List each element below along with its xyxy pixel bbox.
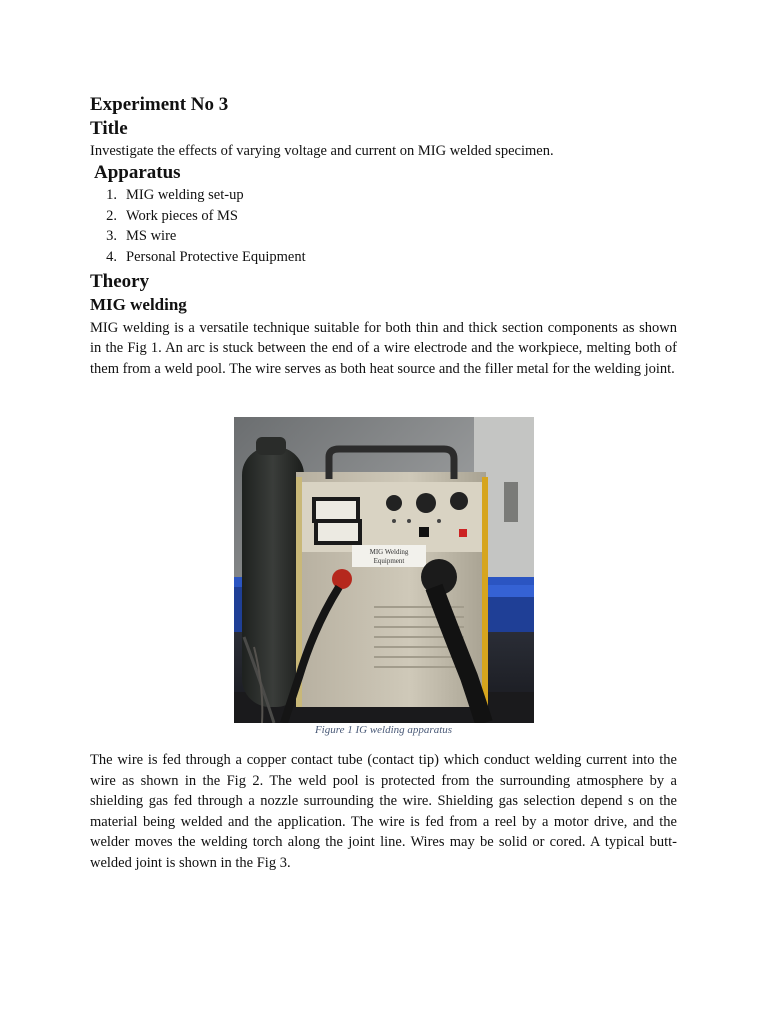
title-heading: Title: [90, 118, 128, 139]
list-label: Personal Protective Equipment: [126, 249, 306, 266]
contact-tube-paragraph: [90, 750, 677, 874]
experiment-heading: Experiment No 3: [90, 94, 229, 115]
list-label: Work pieces of MS: [126, 207, 238, 224]
list-label: MS wire: [126, 228, 177, 245]
list-item: [90, 247, 677, 268]
list-item: [90, 185, 677, 206]
apparatus-heading: Apparatus: [94, 162, 181, 183]
document-body: [90, 93, 677, 380]
list-number: 3.: [106, 228, 117, 245]
figure-caption: Figure 1 IG welding apparatus: [314, 724, 453, 736]
apparatus-list: [90, 185, 677, 268]
welding-apparatus-photo: [234, 417, 534, 723]
list-label: MIG welding set-up: [126, 187, 244, 203]
paragraph-text: The wire is fed through a copper contact tube (contact tip) which conduct welding current into the wire as shown in the Fig 2. The weld pool is protected from the surrounding atmosphere by a shielding gas fed through a nozzle surrounding the wire. Shielding gas selection depend s on the material being welded and the application. The wire is fed from a reel by a motor drive, and the welder moves the welding torch along the joint line. Wires may be solid or cored. A typical butt-welded joint is shown in the Fig 3.: [90, 752, 677, 871]
svg-text:MIG Welding: MIG Welding: [369, 548, 409, 556]
mig-welding-heading: MIG welding: [90, 294, 187, 314]
theory-paragraph: MIG welding is a versatile technique suitable for both thin and thick section components as shown in the Fig 1. An arc is stuck between the end of a wire electrode and the workpiece, melting both of them from a weld pool. The wire serves as both heat source and the filler metal for the welding joint.: [90, 319, 677, 377]
list-number: 4.: [106, 249, 117, 266]
list-item: [90, 206, 677, 227]
theory-heading: Theory: [90, 270, 150, 292]
title-text: Investigate the effects of varying voltage and current on MIG welded specimen.: [90, 143, 554, 159]
list-item: [90, 226, 677, 247]
list-number: 2.: [106, 207, 117, 224]
svg-text:Equipment: Equipment: [373, 557, 405, 565]
list-number: 1.: [106, 187, 117, 203]
